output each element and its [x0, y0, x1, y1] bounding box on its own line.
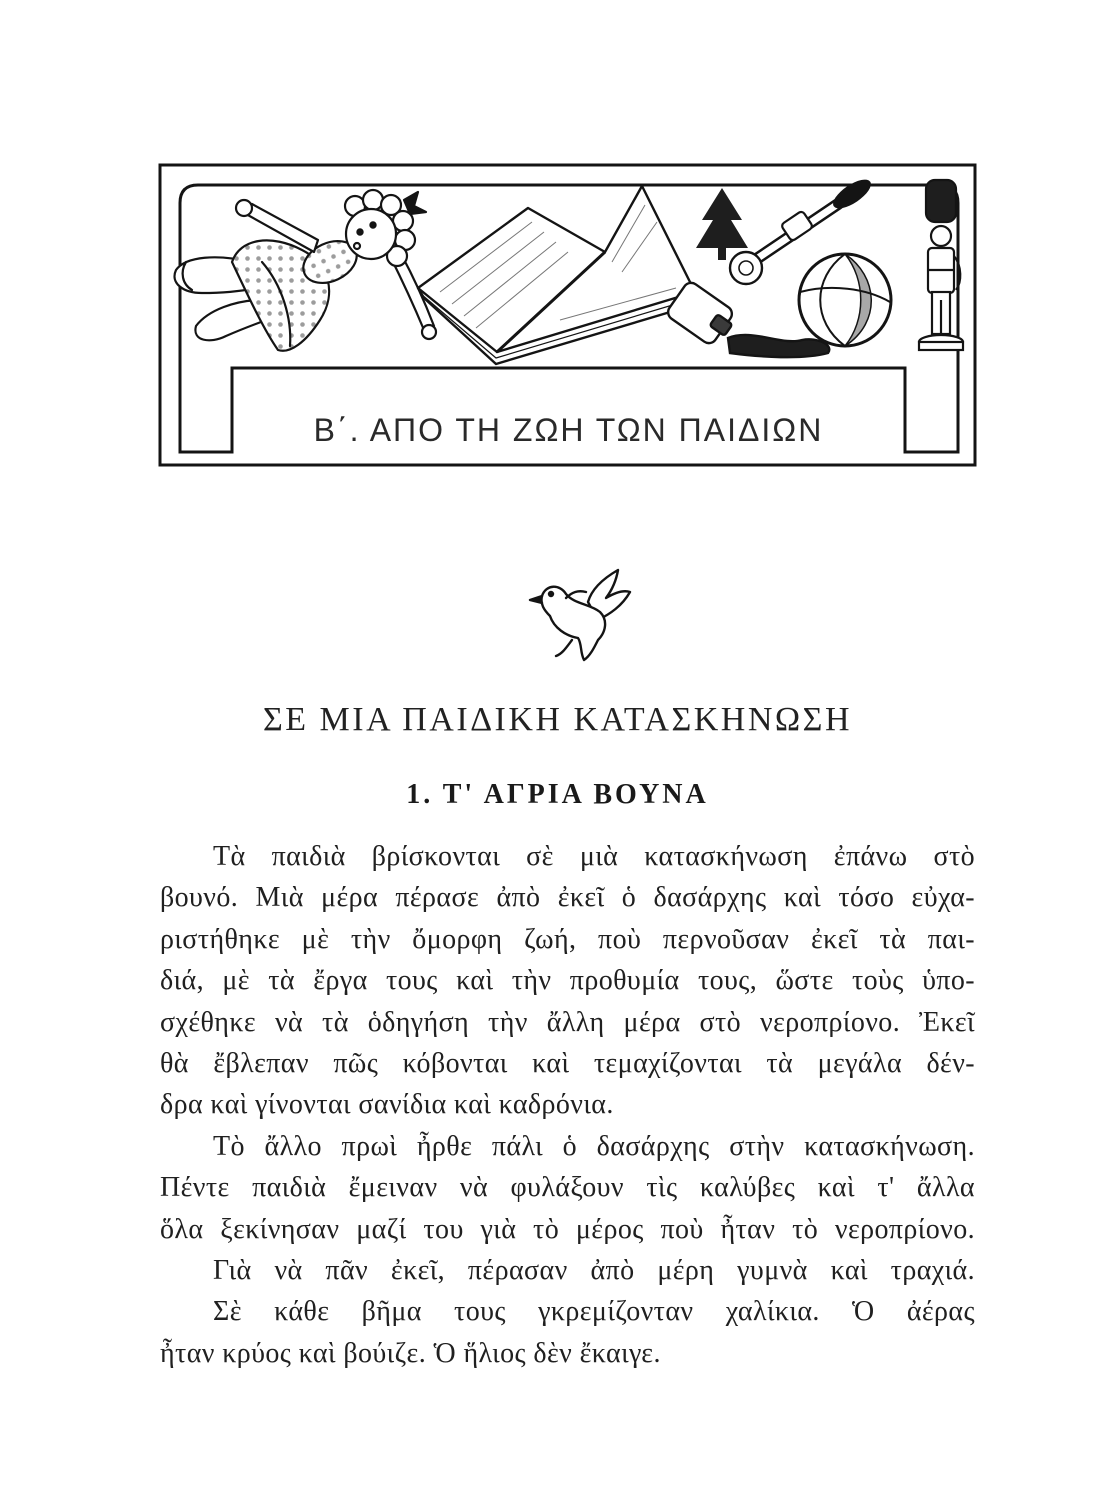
ball-icon	[799, 254, 891, 346]
text-line: σχέθηκε νὰ τὰ ὁδηγήση τὴν ἄλλη μέρα στὸ νεροπρίονο. Ἐκεῖ	[160, 1006, 975, 1038]
text-line: ἦταν κρύος καὶ βούιζε. Ὁ ἥλιος δὲν ἔκαιγε.	[160, 1337, 661, 1369]
paragraph	[160, 1291, 975, 1374]
paragraph	[160, 1250, 975, 1291]
fir-tree-icon	[696, 188, 748, 260]
text-line: Γιὰ νὰ πᾶν ἐκεῖ, πέρασαν ἀπὸ μέρη γυμνὰ καὶ τραχιά.	[213, 1254, 975, 1286]
body-text	[160, 836, 975, 1374]
banner-title: Β΄. ΑΠΟ ΤΗ ΖΩΗ ΤΩΝ ΠΑΙΔΙΩΝ	[313, 412, 824, 448]
text-line: βουνό. Μιὰ μέρα πέρασε ἀπὸ ἐκεῖ ὁ δασάρχης καὶ τόσο εὐχα-	[160, 882, 975, 914]
page-illustrations	[0, 0, 1115, 700]
paragraph	[160, 1126, 975, 1250]
text-line: διά, μὲ τὰ ἔργα τους καὶ τὴν προθυμία τους, ὥστε τοὺς ὑπο-	[160, 965, 975, 997]
text-line: Τὰ παιδιὰ βρίσκονται σὲ μιὰ κατασκήνωση ἐπάνω στὸ	[213, 841, 975, 872]
section-title: 1. Τ' ΑΓΡΙΑ ΒΟΥΝΑ	[406, 779, 709, 810]
text-line: Τὸ ἄλλο πρωὶ ἦρθε πάλι ὁ δασάρχης στὴν κατασκήνωση.	[213, 1130, 975, 1162]
dove-icon	[530, 570, 630, 660]
chapter-title: ΣΕ ΜΙΑ ΠΑΙΔΙΚΗ ΚΑΤΑΣΚΗΝΩΣΗ	[262, 701, 853, 738]
text-line: Σὲ κάθε βῆμα τους γκρεμίζονταν χαλίκια. Ὁ ἀέρας	[213, 1296, 975, 1328]
toy-soldier-icon	[919, 180, 963, 350]
text-line: Πέντε παιδιὰ ἔμειναν νὰ φυλάξουν τὶς καλύβες καὶ τ' ἄλλα	[160, 1172, 975, 1204]
text-line: ριστήθηκε μὲ τὴν ὄμορφη ζωή, ποὺ περνοῦσαν ἐκεῖ τὰ παι-	[160, 923, 975, 955]
open-book-icon	[418, 186, 697, 364]
text-line: θὰ ἔβλεπαν πῶς κόβονται καὶ τεμαχίζονται τὰ μεγάλα δέν-	[160, 1047, 975, 1079]
paragraph	[160, 836, 975, 1126]
doll-icon	[175, 190, 436, 351]
text-line: ὅλα ξεκίνησαν μαζί του γιὰ τὸ μέρος ποὺ ἦταν τὸ νεροπρίονο.	[160, 1213, 975, 1245]
text-line: δρα καὶ γίνονται σανίδια καὶ καδρόνια.	[160, 1089, 614, 1121]
